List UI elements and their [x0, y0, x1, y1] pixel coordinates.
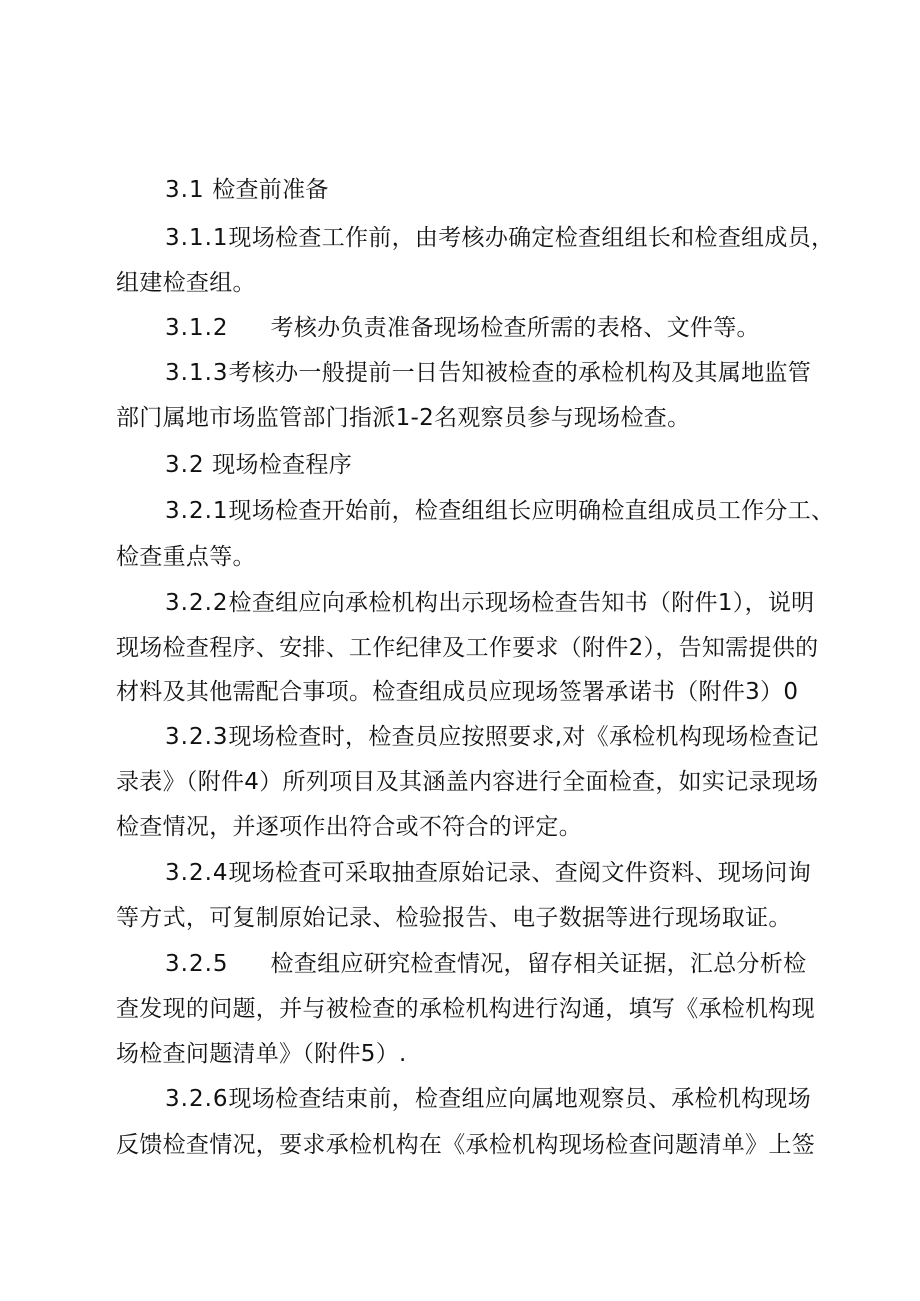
paragraph-text: 场检查问题清单》（附件5）.: [116, 1041, 407, 1067]
section-number: 3.2.1: [165, 498, 229, 524]
section-number: 3.2.2: [165, 590, 229, 616]
section-number: 3.1.1: [165, 225, 229, 251]
paragraph-line: [116, 812, 836, 842]
paragraph-line: [116, 542, 836, 572]
paragraph-3-2-6: [165, 1084, 885, 1114]
paragraph-line: [116, 268, 836, 298]
heading-3-1: [165, 175, 885, 205]
paragraph-text: 现场检查工作前，由考核办确定检查组组长和检查组成员，: [228, 225, 835, 251]
section-number: 3.2: [165, 452, 205, 478]
paragraph-text: 现场检查程序、安排、工作纪律及工作要求（附件2），告知需提供的: [116, 635, 819, 661]
paragraph-3-1-2: [165, 313, 885, 343]
paragraph-line: [116, 767, 836, 797]
section-number: 3.2.5: [165, 951, 229, 977]
paragraph-line: [116, 1130, 836, 1160]
paragraph-text: 查发现的问题，并与被检查的承检机构进行沟通，填写《承检机构现: [116, 996, 815, 1022]
paragraph-line: [116, 633, 836, 663]
paragraph-3-2-2: [165, 588, 885, 618]
paragraph-text: 考核办负责准备现场检查所需的表格、文件等。: [270, 315, 760, 341]
paragraph-text: 检查重点等。: [116, 544, 256, 570]
paragraph-text: 材料及其他需配合事项。检查组成员应现场签署承诺书（附件3）0: [116, 679, 799, 705]
paragraph-3-1-3: [165, 358, 885, 388]
section-number: 3.2.3: [165, 724, 229, 750]
paragraph-3-2-5: [165, 949, 885, 979]
paragraph-text: 考核办一般提前一日告知被检查的承检机构及其属地监管: [228, 360, 812, 386]
paragraph-text: 现场检查开始前，检查组组长应明确检直组成员工作分工、: [228, 498, 835, 524]
section-number: 3.2.4: [165, 860, 229, 886]
paragraph-line: [116, 994, 836, 1024]
paragraph-text: 检查情况，并逐项作出符合或不符合的评定。: [116, 814, 582, 840]
section-number: 3.1.3: [165, 360, 229, 386]
paragraph-text: 录表》（附件4）所列项目及其涵盖内容进行全面检查，如实记录现场: [116, 769, 819, 795]
section-number: 3.2.6: [165, 1086, 229, 1112]
paragraph-text: 现场检查时，检查员应按照要求,对《承检机构现场检查记: [228, 724, 819, 750]
heading-text: 检查前准备: [212, 177, 329, 203]
paragraph-text: 等方式，可复制原始记录、检验报告、电子数据等进行现场取证。: [116, 905, 792, 931]
section-number: 3.1: [165, 177, 205, 203]
paragraph-text: 组建检查组。: [116, 270, 256, 296]
paragraph-3-2-1: [165, 496, 885, 526]
paragraph-text: 现场检查结束前，检查组应向属地观察员、承检机构现场: [228, 1086, 812, 1112]
paragraph-text: 反馈检查情况，要求承检机构在《承检机构现场检查问题清单》上签: [116, 1132, 815, 1158]
paragraph-text: 检查组应研究检查情况，留存相关证据，汇总分析检: [270, 951, 807, 977]
paragraph-3-2-3: [165, 722, 885, 752]
paragraph-text: 部门属地市场监管部门指派1-2名观察员参与现场检查。: [116, 405, 691, 431]
paragraph-text: 检查组应向承检机构出示现场检查告知书（附件1），说明: [228, 590, 815, 616]
paragraph-text: 现场检査可采取抽查原始记录、查阅文件资料、现场问询: [228, 860, 812, 886]
paragraph-line: [116, 677, 836, 707]
paragraph-3-1-1: [165, 223, 885, 253]
section-number: 3.1.2: [165, 315, 229, 341]
paragraph-line: [116, 403, 836, 433]
paragraph-line: [116, 903, 836, 933]
paragraph-3-2-4: [165, 858, 885, 888]
heading-text: 现场检查程序: [212, 452, 353, 478]
paragraph-line: [116, 1039, 836, 1069]
heading-3-2: [165, 450, 885, 480]
